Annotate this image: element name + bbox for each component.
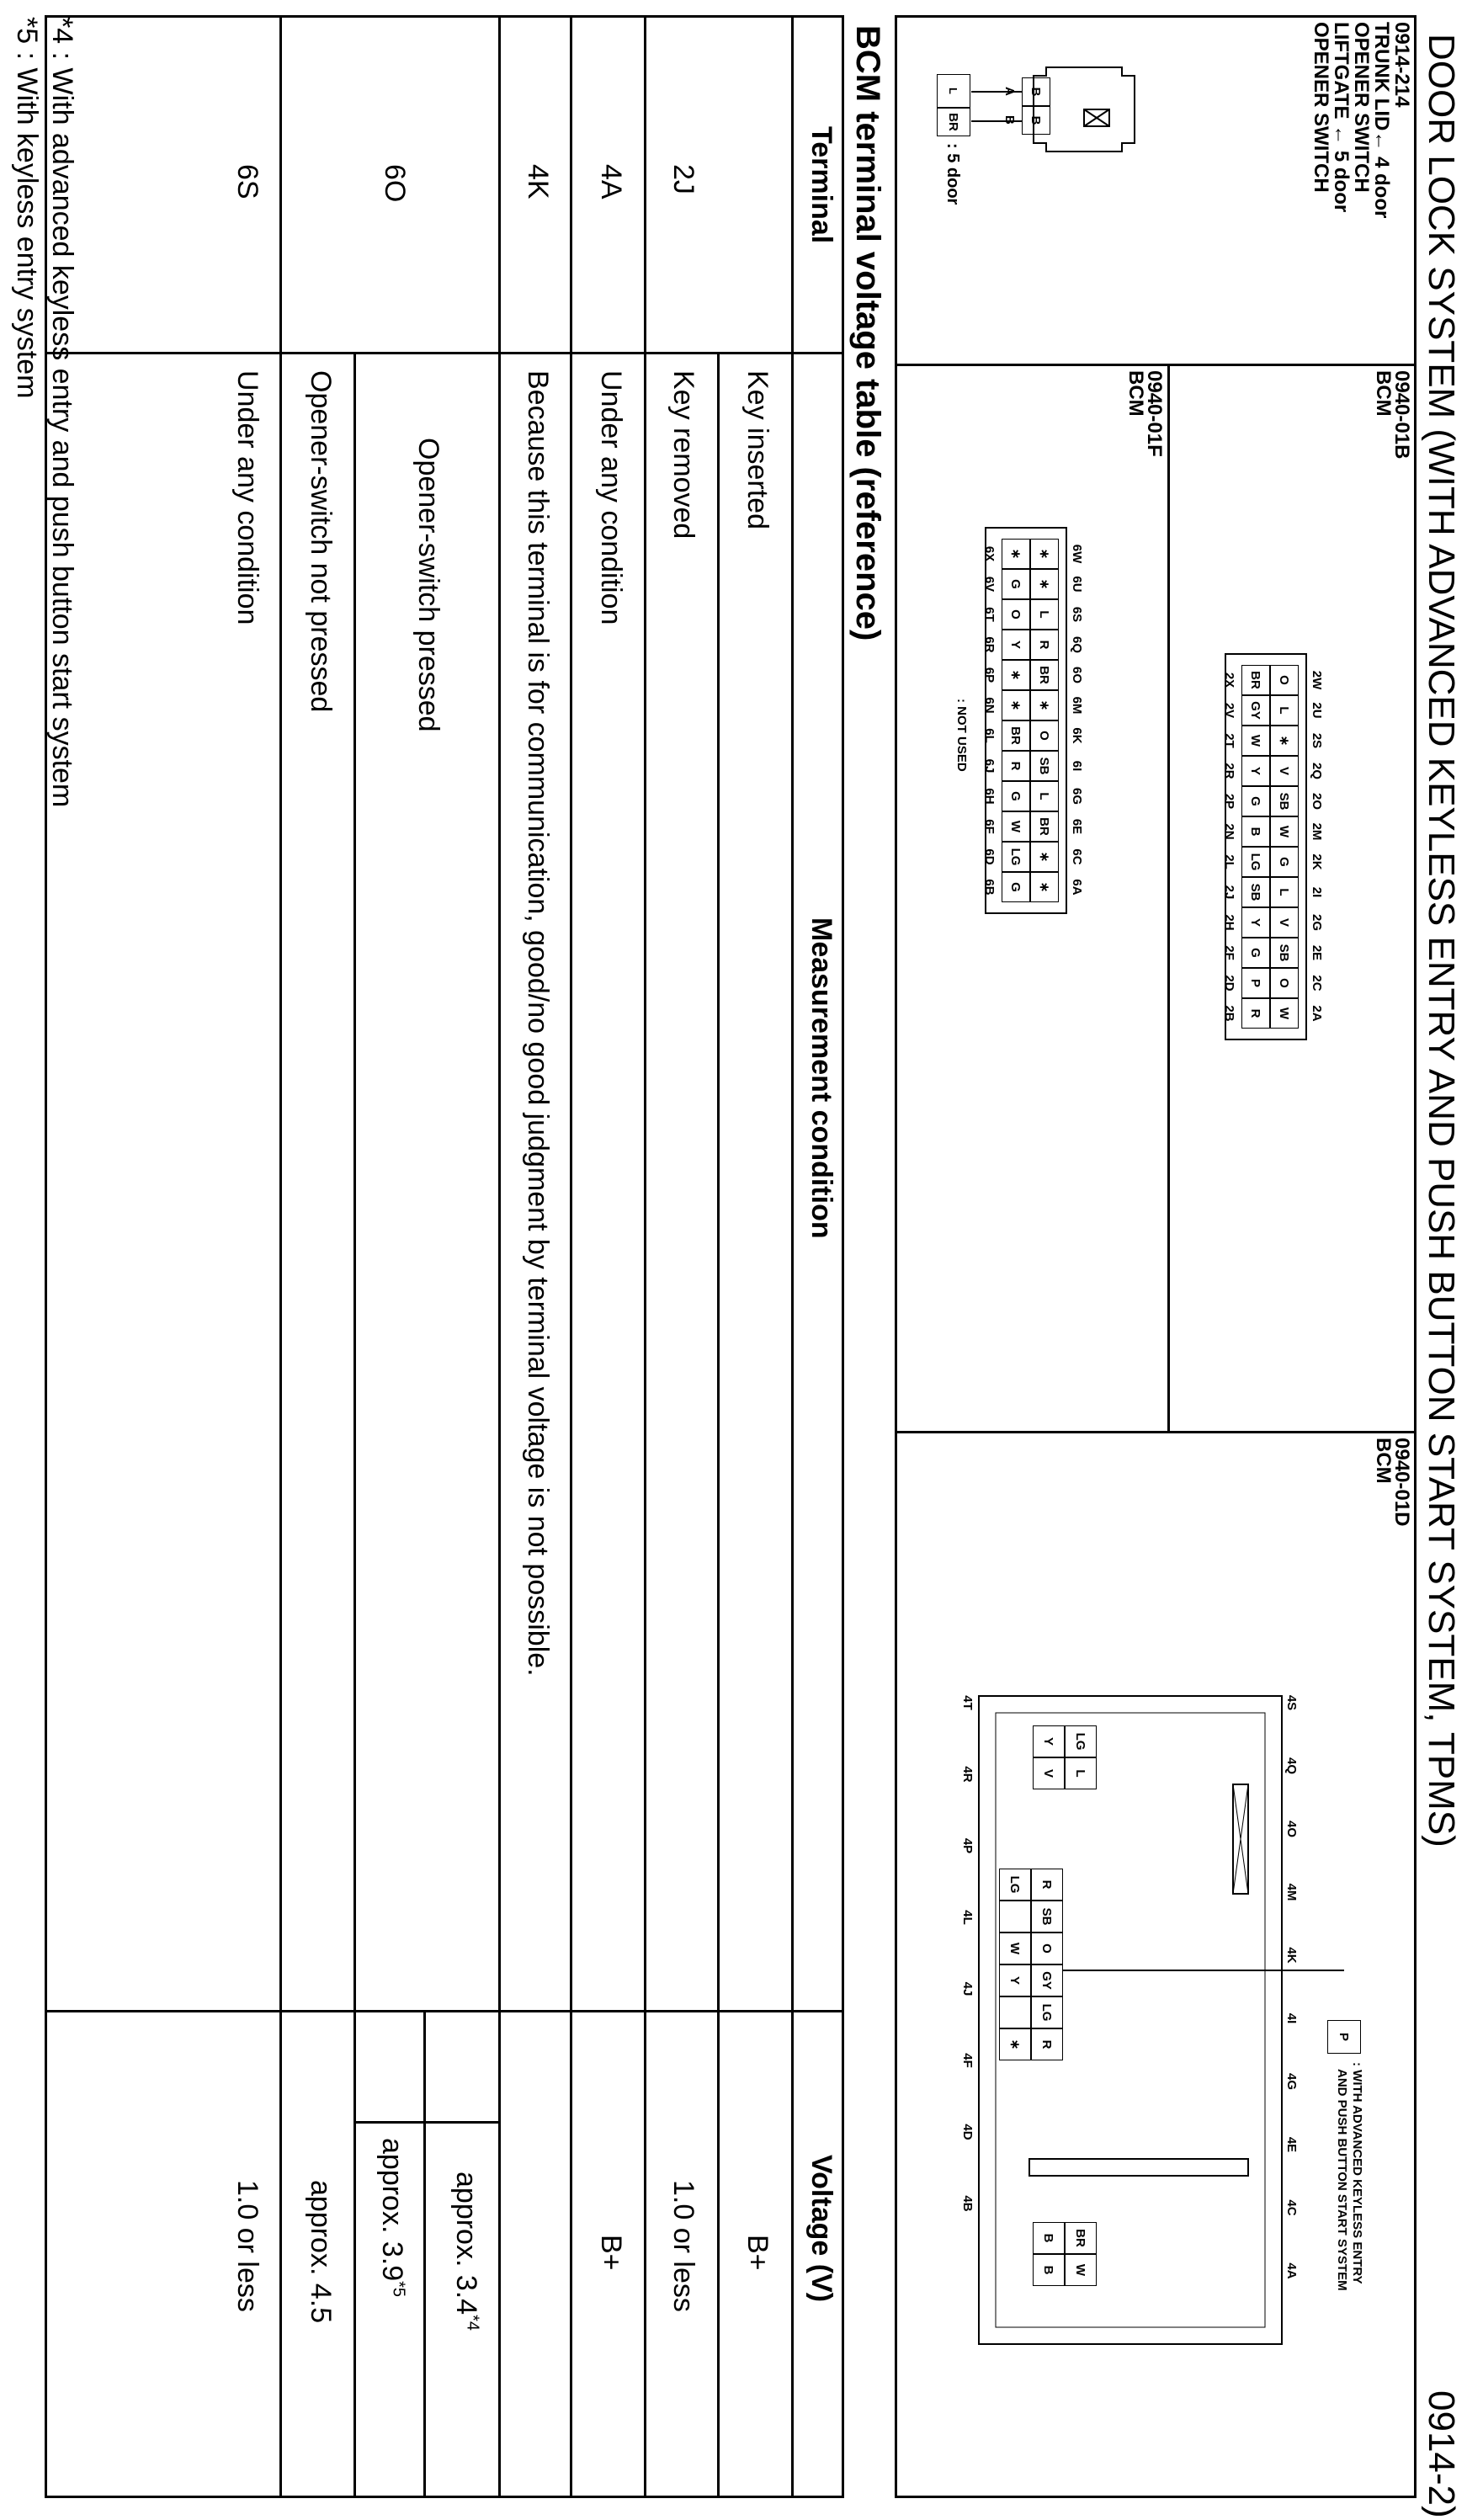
pin-number: 6S [1070, 606, 1084, 623]
pin-number: 6K [1070, 727, 1084, 744]
wire-color-cell: BR [1002, 720, 1030, 751]
connector-desc-line: OPENER SWITCH [1310, 22, 1332, 193]
pin-number: 4K [1284, 1947, 1299, 1964]
voltage-cell: approx. 3.4$^{*4}$ [450, 2172, 482, 2331]
pin-number: 2O [1310, 792, 1324, 810]
wire-color-cell: SB [1031, 1901, 1063, 1933]
condition-cell: Opener-switch not pressed [305, 370, 337, 713]
pin-number: 2S [1310, 732, 1324, 749]
wire-color-cell: SB [1270, 938, 1299, 968]
connector-desc-line: OPENER SWITCH [1350, 22, 1373, 193]
pin-number: 6W [1070, 544, 1084, 564]
wire-color-cell: BR [1241, 665, 1270, 695]
wire-color-cell: Y [1002, 630, 1030, 660]
wire-color-cell: LG [1065, 1725, 1097, 1757]
wire-color-cell: ∗ [1030, 569, 1059, 599]
table-divider [45, 352, 844, 354]
pin-number: 2B [1222, 1005, 1236, 1022]
wire-color-cell: G [1002, 569, 1030, 599]
pin-number: 4I [1284, 2012, 1299, 2024]
pin-number: 2E [1310, 944, 1324, 961]
condition-cell: Under any condition [231, 370, 263, 625]
wire [971, 91, 1022, 93]
wire-color-cell: R [1030, 630, 1059, 660]
pin-number: 6J [982, 758, 997, 774]
wire-color-cell: SB [1030, 751, 1059, 781]
wire-color-cell: L [937, 74, 970, 108]
wire-color-cell: Y [999, 1964, 1031, 1996]
connector-code: 0914-214 [1390, 22, 1413, 108]
connector-desc-line: LIFTGATE ← 5 door [1330, 22, 1353, 213]
connector-01D-shape [928, 1662, 1332, 2378]
pin-cell: B [1022, 77, 1050, 106]
wire-color-cell: B [1241, 816, 1270, 847]
wire-color-cell: GY [1031, 1964, 1063, 1996]
table-divider [279, 15, 282, 2498]
wire-color-cell: O [1270, 665, 1299, 695]
connector-name: BCM [1372, 1438, 1395, 1484]
wire-color-cell: O [1270, 968, 1299, 998]
table-divider [791, 15, 794, 2498]
connector-note-line: : WITH ADVANCED KEYLESS ENTRY [1350, 2062, 1364, 2284]
pin-number: 2M [1310, 822, 1324, 841]
condition-cell: Under any condition [595, 370, 627, 625]
pin-number: 2J [1222, 885, 1236, 900]
connector-code: 0940-01D [1390, 1438, 1413, 1527]
pin-number: 2N [1222, 823, 1236, 840]
wire-color-cell: BR [1030, 811, 1059, 842]
pin-number: 6A [1070, 879, 1084, 896]
pin-number: 6Q [1070, 635, 1084, 653]
voltage-cell: B+ [595, 2235, 627, 2271]
pin-number: 4L [960, 1910, 975, 1925]
condition-cell: Key inserted [741, 370, 773, 529]
connector-note: : 5 door [943, 143, 962, 205]
table-divider [570, 15, 572, 2498]
wire-color-cell: G [1241, 938, 1270, 968]
pin-number: 4B [960, 2195, 975, 2212]
pin-number: 6G [1070, 787, 1084, 805]
wire-color-cell: BR [1030, 660, 1059, 690]
pin-number: 4M [1284, 1883, 1299, 1901]
wire-color-cell: R [1031, 1869, 1063, 1901]
table-divider [644, 15, 646, 2498]
pin-number: 6B [982, 879, 997, 896]
wire-color-cell: G [1002, 872, 1030, 902]
terminal-cell: 4K [522, 164, 554, 199]
wire-color-cell: SB [1270, 786, 1299, 816]
pin-number: 6V [982, 576, 997, 593]
wire-color-cell: ∗ [1030, 539, 1059, 569]
wire-color-cell: G [1270, 847, 1299, 877]
wire [971, 120, 1022, 122]
wire-color-cell: B [1033, 2254, 1065, 2286]
table-divider [498, 15, 501, 2498]
pin-number: 4A [1284, 2262, 1299, 2279]
table-title: BCM terminal voltage table (reference) [849, 25, 886, 641]
wire-color-cell: W [1065, 2254, 1097, 2286]
pin-number: 2L [1222, 854, 1236, 869]
pin-number: 2C [1310, 975, 1324, 992]
connector-note: : NOT USED [954, 699, 969, 772]
wire-color-cell: ∗ [1002, 690, 1030, 720]
voltage-cell: 1.0 or less [231, 2180, 263, 2312]
voltage-cell: 1.0 or less [667, 2180, 699, 2312]
pin-cell: P [1327, 2020, 1361, 2054]
pin-number: 2G [1310, 913, 1324, 931]
page-code: 0914-2) [1421, 2390, 1462, 2518]
pin-number: 4G [1284, 2072, 1299, 2090]
wire-color-cell: G [1002, 781, 1030, 811]
wire-color-cell: ∗ [1030, 872, 1059, 902]
wire-color-cell [999, 1996, 1031, 2028]
wire-color-cell: L [1270, 695, 1299, 726]
connector-code: 0940-01B [1390, 370, 1413, 460]
wire-color-cell: R [1241, 998, 1270, 1029]
pin-number: 6M [1070, 696, 1084, 715]
terminal-cell: 6O [379, 164, 411, 203]
pin-number: 2V [1222, 702, 1236, 719]
page-title: DOOR LOCK SYSTEM (WITH ADVANCED KEYLESS ENTRY AND PUSH BUTTON START SYSTEM, TPMS) [1421, 34, 1462, 1847]
table-divider [356, 2121, 501, 2124]
pin-number: 4E [1284, 2136, 1299, 2153]
connector-note-line: AND PUSH BUTTON START SYSTEM [1335, 2069, 1349, 2291]
connector-name: BCM [1372, 370, 1395, 417]
pin-number: 2D [1222, 975, 1236, 992]
connector-name: BCM [1124, 370, 1147, 417]
pin-number: 6I [1070, 760, 1084, 772]
table-divider [717, 352, 720, 2498]
header-terminal: Terminal [805, 126, 837, 244]
pin-number: 2P [1222, 793, 1236, 810]
wire-color-cell: V [1033, 1757, 1065, 1789]
pin-number: 2Q [1310, 762, 1324, 779]
pin-number: 6D [982, 848, 997, 865]
pin-number: 6C [1070, 848, 1084, 865]
condition-cell: Key removed [667, 370, 699, 540]
pin-number: 2U [1310, 702, 1324, 719]
wire [1063, 1970, 1344, 1971]
wire-color-cell: LG [1002, 842, 1030, 872]
pin-number: 4O [1284, 1820, 1299, 1837]
wire-color-cell: L [1030, 781, 1059, 811]
wire-color-cell: R [1002, 751, 1030, 781]
pin-number: 4S [1284, 1694, 1299, 1711]
wire-color-cell: B [1033, 2222, 1065, 2254]
pin-number: 6P [982, 667, 997, 683]
wire-color-cell: BR [1065, 2222, 1097, 2254]
wire-color-cell: V [1270, 756, 1299, 786]
wire-color-cell: SB [1241, 877, 1270, 907]
footnote: *5 : With keyless entry system [11, 17, 43, 399]
pin-number: 2T [1222, 733, 1236, 748]
wire-color-cell: LG [1031, 1996, 1063, 2028]
wire-color-cell: W [1270, 998, 1299, 1029]
wire-color-cell: BR [937, 108, 970, 136]
divider [895, 1431, 1417, 1433]
condition-cell: Opener-switch pressed [412, 438, 444, 732]
pin-number: 2A [1310, 1005, 1324, 1022]
voltage-cell: approx. 3.9$^{*5}$ [376, 2138, 408, 2298]
pin-number: 6X [982, 545, 997, 562]
voltage-cell: B+ [741, 2235, 773, 2271]
pin-number: 2I [1310, 886, 1324, 898]
pin-number: 4Q [1284, 1757, 1299, 1774]
wire-color-cell: L [1065, 1757, 1097, 1789]
wire-color-cell: R [1031, 2028, 1063, 2060]
wire-color-cell: ∗ [1002, 539, 1030, 569]
wire-color-cell: O [1031, 1933, 1063, 1964]
pin-number: 4P [960, 1837, 975, 1854]
pin-number: 6H [982, 788, 997, 805]
wire-color-cell: Y [1033, 1725, 1065, 1757]
pin-number: 6L [982, 728, 997, 743]
wire-color-cell: W [1002, 811, 1030, 842]
pin-number: 2X [1222, 672, 1236, 688]
wire-color-cell: GY [1241, 695, 1270, 726]
connector-214-shape [991, 59, 1143, 160]
wire-color-cell: ∗ [1270, 726, 1299, 756]
wire-color-cell: ∗ [1030, 842, 1059, 872]
pin-number: 6U [1070, 576, 1084, 593]
condition-cell: Because this terminal is for communication, good/no good judgment by terminal voltage is not possible. [522, 370, 554, 1677]
pin-number: 2H [1222, 914, 1236, 931]
wire-color-cell [999, 1901, 1031, 1933]
voltage-table [45, 15, 844, 2498]
connector-desc-line: TRUNK LID← 4 door [1370, 22, 1393, 219]
table-divider [353, 352, 356, 2498]
wire-color-cell: L [1030, 599, 1059, 630]
connector-code: 0940-01F [1143, 370, 1166, 457]
wire-color-cell: O [1002, 599, 1030, 630]
pin-number: 6O [1070, 666, 1084, 683]
wire-color-cell: Y [1241, 907, 1270, 938]
footnote: *4 : With advanced keyless entry and push button start system [46, 17, 78, 808]
pin-number: 4J [960, 1981, 975, 1996]
divider [1167, 364, 1170, 1433]
pin-number: 2R [1222, 763, 1236, 779]
wire-color-cell: L [1270, 877, 1299, 907]
terminal-cell: 6S [231, 164, 263, 199]
pin-number: 4T [960, 1695, 975, 1710]
wire-color-cell: LG [1241, 847, 1270, 877]
pin-cell: B [1022, 106, 1050, 135]
header-condition: Measurement condition [805, 917, 837, 1239]
pin-number: 4R [960, 1766, 975, 1783]
pin-number: 6T [982, 607, 997, 622]
pin-number: 6E [1070, 818, 1084, 835]
pin-number: 4F [960, 2053, 975, 2068]
wire-color-cell: W [1241, 726, 1270, 756]
terminal-cell: 4A [595, 164, 627, 199]
wire-color-cell: V [1270, 907, 1299, 938]
pin-number: 6N [982, 697, 997, 714]
wire-color-cell: ∗ [1030, 690, 1059, 720]
wire-color-cell: W [999, 1933, 1031, 1964]
terminal-cell: 2J [667, 164, 699, 194]
wire-color-cell: ∗ [1002, 660, 1030, 690]
table-divider [45, 2010, 844, 2012]
pin-number: 2F [1222, 945, 1236, 960]
pin-number: 4D [960, 2124, 975, 2140]
pin-number: 2K [1310, 853, 1324, 870]
wire-color-cell: P [1241, 968, 1270, 998]
pin-number: 6R [982, 636, 997, 653]
header-voltage: Voltage (V) [805, 2155, 837, 2303]
pin-number: 4C [1284, 2199, 1299, 2216]
table-divider [423, 2010, 426, 2498]
pin-number: 6F [982, 819, 997, 834]
wire-color-cell: ∗ [999, 2028, 1031, 2060]
wire-color-cell: G [1241, 786, 1270, 816]
voltage-cell: approx. 4.5 [305, 2180, 337, 2324]
wire-color-cell: LG [999, 1869, 1031, 1901]
wire-color-cell: Y [1241, 756, 1270, 786]
divider [895, 364, 1417, 366]
wire-color-cell: O [1030, 720, 1059, 751]
wire-color-cell: W [1270, 816, 1299, 847]
pin-number: 2W [1310, 670, 1324, 690]
